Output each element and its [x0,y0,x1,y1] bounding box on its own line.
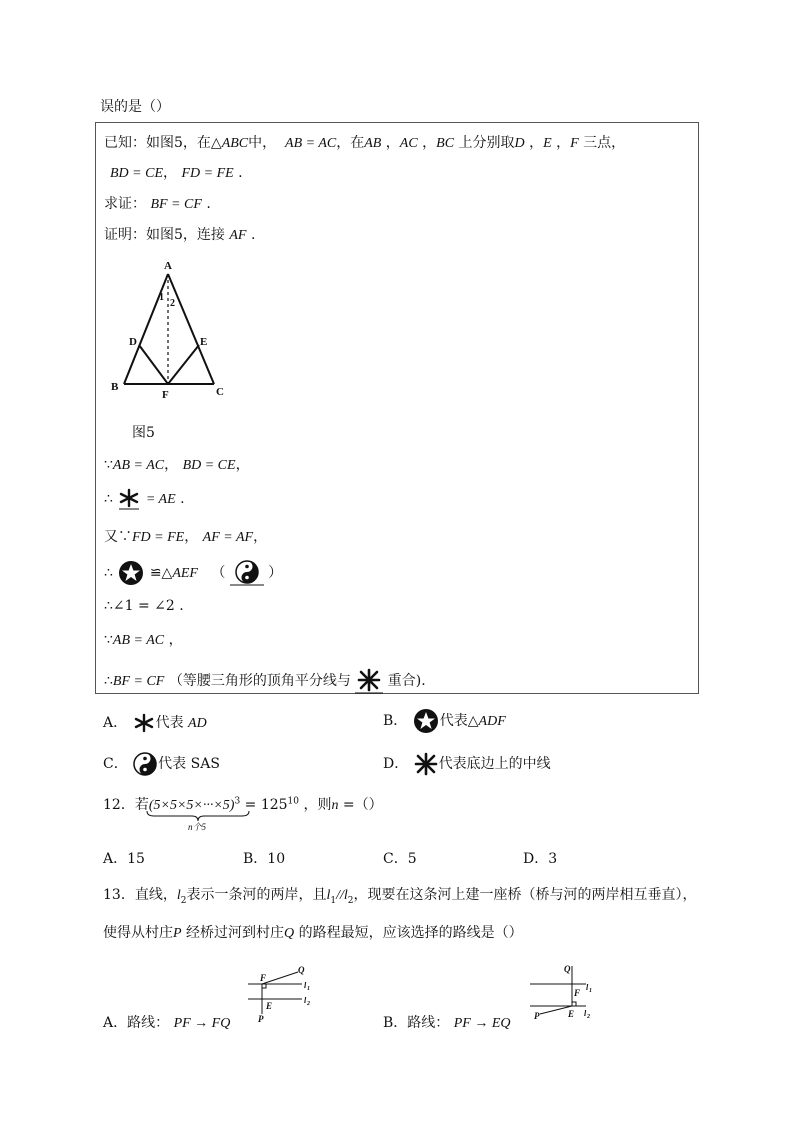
star-circle-icon [117,560,145,586]
step-5: ∴∠1 = ∠2 . [104,598,184,614]
svg-text:2: 2 [587,1014,590,1020]
label-c: C [216,386,224,398]
label-f: F [162,389,169,401]
q11-option-b[interactable]: B． 代表△ADF [383,708,506,734]
svg-text:P: P [258,1014,264,1024]
q11-option-d[interactable]: D． 代表底边上的中线 [383,752,551,776]
intro-text: 误的是（） [100,99,170,115]
label-b: B [111,381,119,393]
yinyang-icon [132,752,158,776]
label-angle-2: 2 [170,298,175,309]
q13-option-a[interactable]: A．路线： PF → FQ [103,1015,231,1031]
proof-intro-line: 证明：如图5，连接 AF . [104,227,256,243]
q12-option-b[interactable]: B．10 [243,851,286,867]
step-4: ∴ ≌△AEF （ ） [104,560,282,586]
label-angle-1: 1 [159,292,164,303]
label-a: A [164,260,172,272]
segment-df [139,345,168,384]
svg-text:2: 2 [307,1001,310,1007]
step-6: ∵AB = AC ， [104,632,183,648]
underbrace-label: n个5 [188,822,207,832]
asterisk-icon [117,488,141,510]
q13-figure-a [246,964,316,1028]
svg-text:E: E [266,1001,273,1011]
svg-text:P: P [534,1011,540,1021]
prove-line: 求证： BF = CF . [104,196,211,212]
label-e: E [200,336,208,348]
q13-stem-line-1: 13．直线，$l_2$表示一条河的两岸，且$l_1//l_2$，现要在这条河上建一座桥（桥与河的两岸相互垂直）， [103,887,697,906]
segment-ef [168,345,199,384]
side-ac [168,274,214,384]
asterisk-icon [132,713,156,733]
step-7: ∴BF = CF （等腰三角形的顶角平分线与 重合). [104,668,426,694]
triangle-figure [104,252,234,404]
svg-text:l: l [584,1009,587,1018]
yinyang-icon [230,560,264,586]
svg-text:F: F [260,973,267,983]
svg-text:l: l [304,996,307,1005]
step-3: 又∵FD = FE， AF = AF， [104,529,268,545]
step-1: ∵AB = AC， BD = CE， [104,457,250,473]
q12-option-c[interactable]: C．5 [383,851,417,867]
svg-text:E: E [568,1009,575,1019]
q12-option-a[interactable]: A．15 [103,851,145,867]
side-ab [124,274,168,384]
q11-option-a[interactable]: A． 代表 AD [103,715,207,731]
step-2: ∴ = AE . [104,488,185,510]
q13-figure-b [528,962,602,1026]
q13-stem-line-2: 使得从村庄P 经桥过河到村庄Q 的路程最短，应该选择的路线是（） [103,925,523,941]
svg-text:F: F [574,988,581,998]
snowflake-icon [355,668,383,694]
svg-text:l: l [586,983,589,992]
given-line-2: BD = CE， FD = FE . [110,165,243,181]
svg-text:1: 1 [589,988,592,994]
svg-text:Q: Q [298,965,305,975]
label-d: D [129,336,137,348]
star-circle-icon [412,708,440,734]
q12-stem: 12．若$(5\times 5\times 5\times\cdot\cdot\cdot\times 5)^3 = 125^{10}$ ，则n =（） [103,796,383,813]
q12-option-d[interactable]: D．3 [523,851,558,867]
svg-text:l: l [304,981,307,990]
figure-caption: 图5 [132,425,155,441]
q13-option-b[interactable]: B．路线： PF → EQ [383,1015,511,1031]
given-line-1: 已知：如图5，在△ABC中， AB = AC，在AB ，AC ，BC 上分别取D ，E ，F 三点， [104,135,626,151]
svg-text:1: 1 [307,986,310,992]
snowflake-icon [413,752,439,776]
svg-text:Q: Q [564,964,571,974]
q11-option-c[interactable]: C． 代表 SAS [103,752,220,776]
